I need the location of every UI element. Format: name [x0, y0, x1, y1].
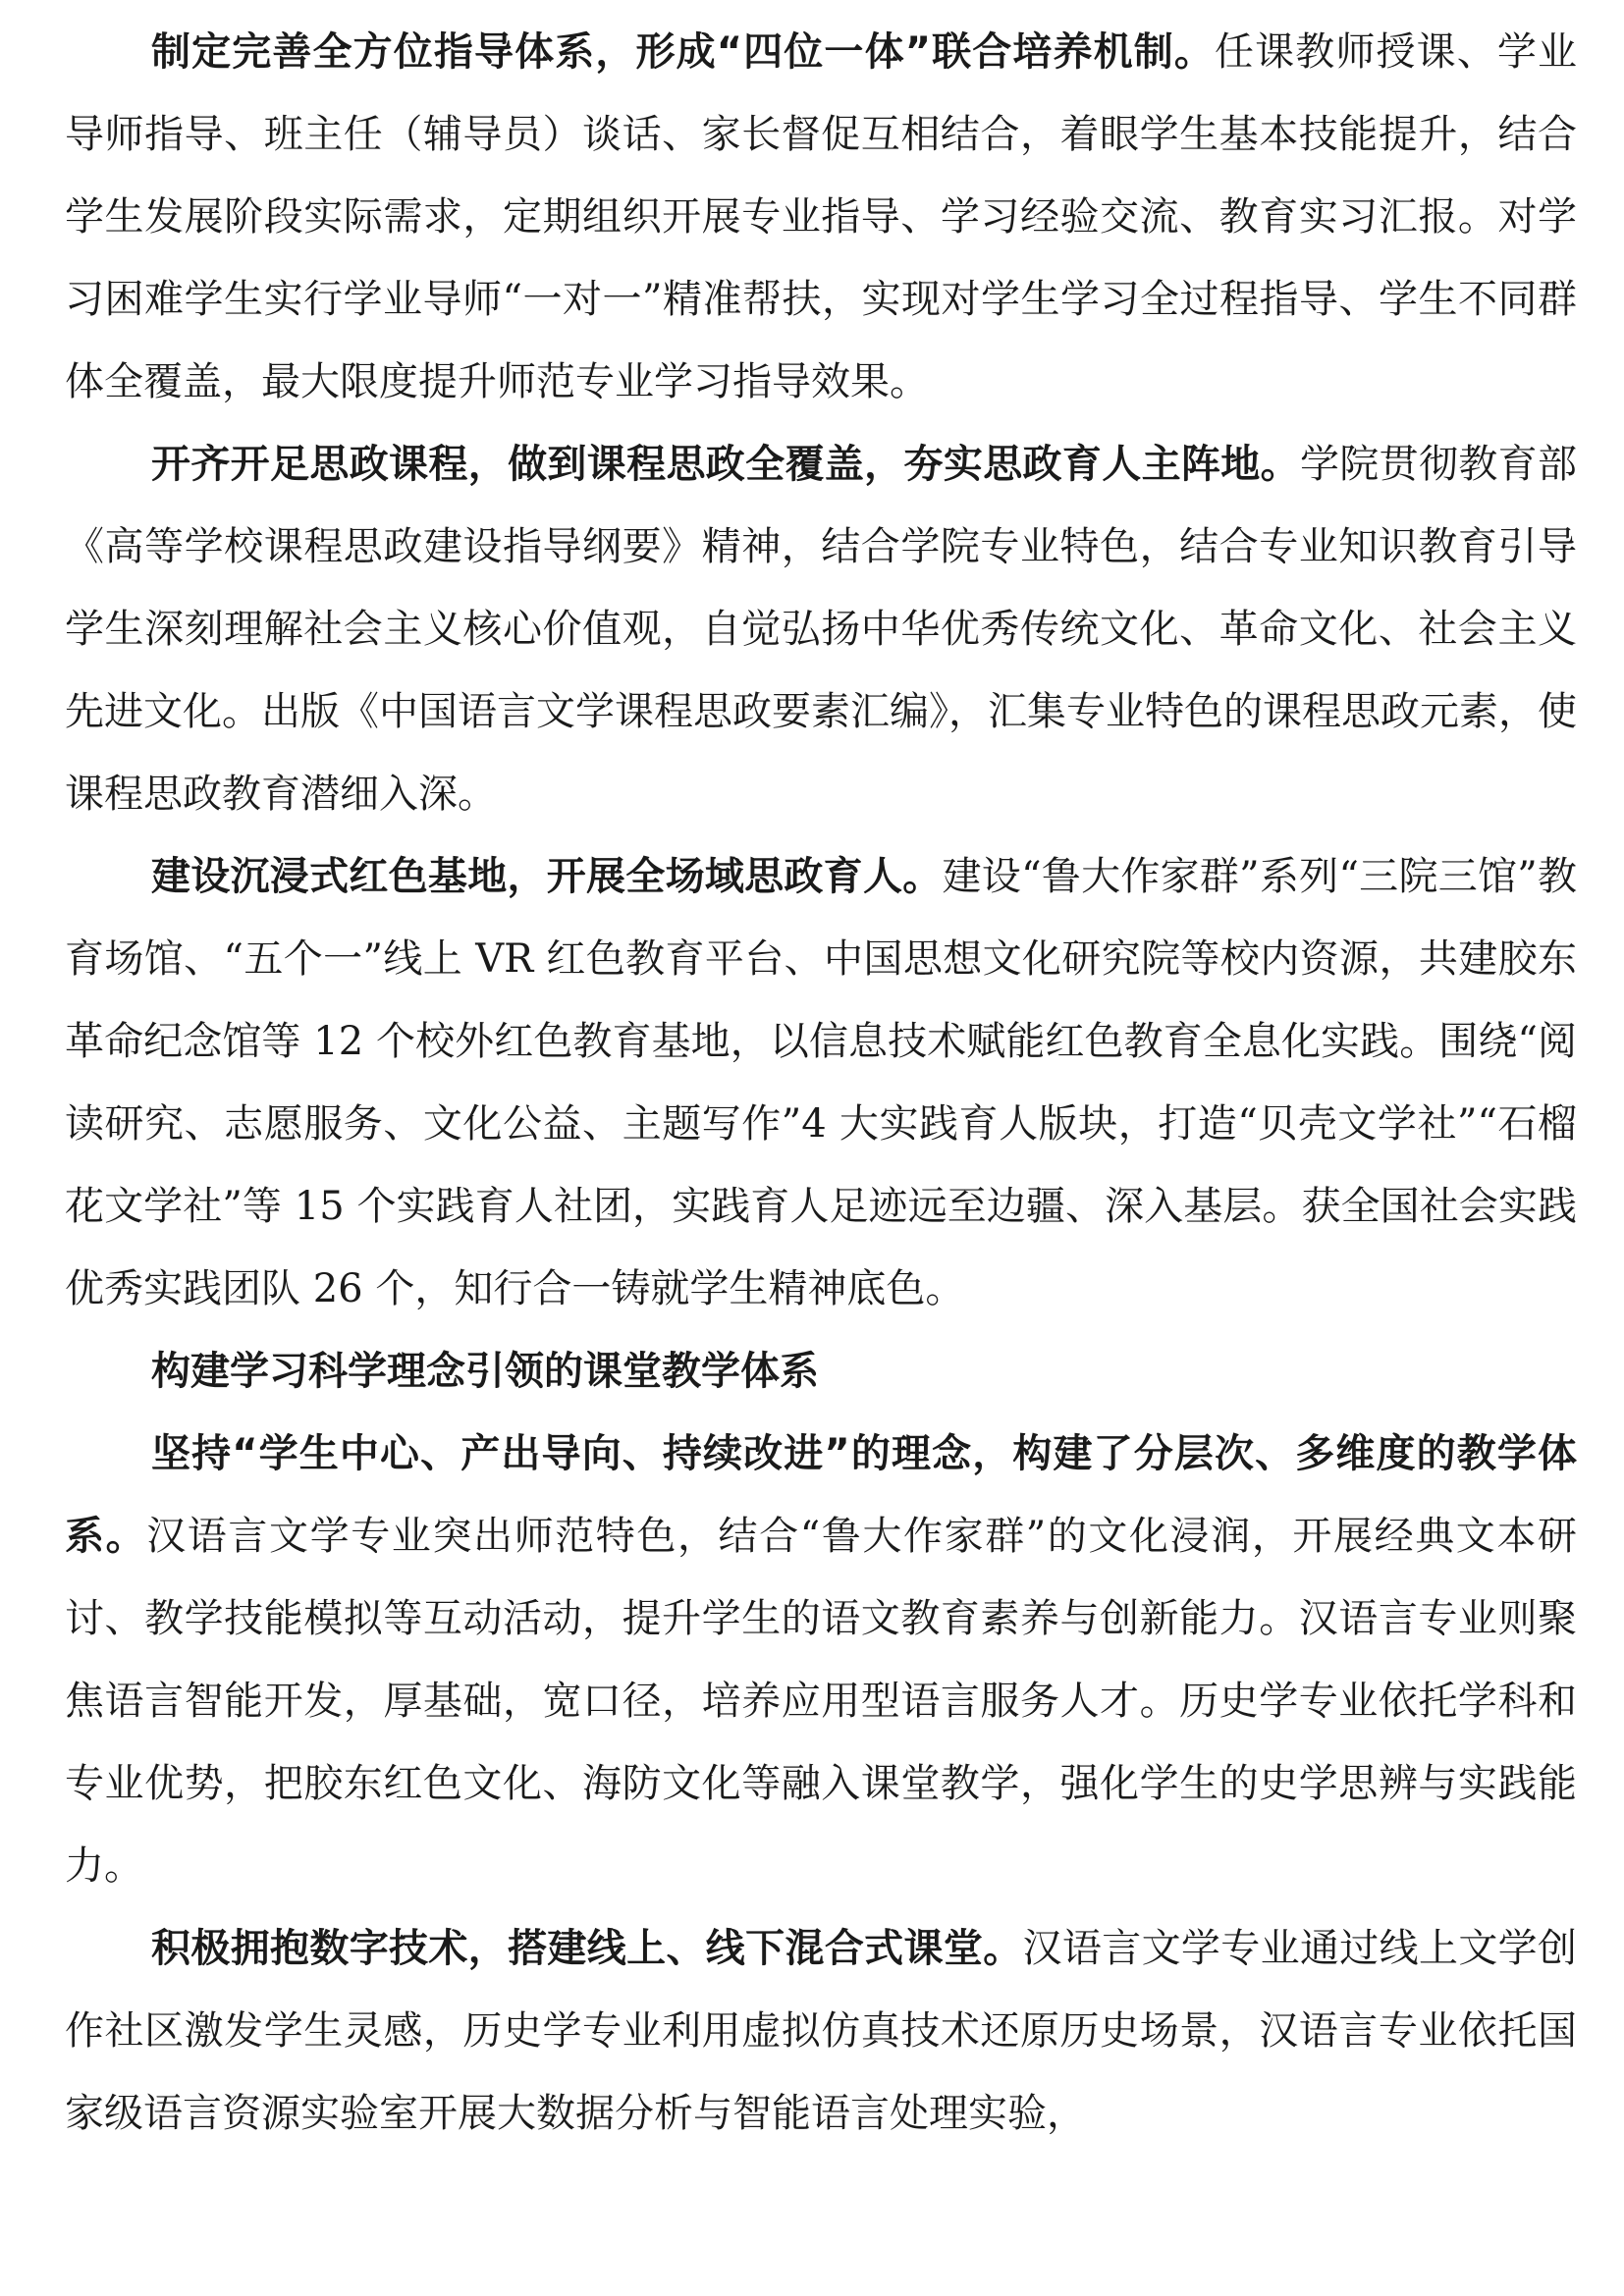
paragraph-body: 学院贯彻教育部《高等学校课程思政建设指导纲要》精神，结合学院专业特色，结合专业知识教育引导学生深刻理解社会主义核心价值观，自觉弘扬中华优秀传统文化、革命文化、社会主义先进文化。出版《中国语言文学课程思政要素汇编》，汇集专业特色的课程思政元素，使课程思政教育潜细入深。	[65, 442, 1577, 817]
section-heading: 构建学习科学理念引领的课堂教学体系	[151, 1349, 819, 1394]
paragraph-ideological-courses	[65, 423, 1577, 835]
paragraph-lead: 制定完善全方位指导体系，形成“四位一体”联合培养机制。	[151, 29, 1215, 75]
paragraph-body: 汉语言文学专业突出师范特色，结合“鲁大作家群”的文化浸润，开展经典文本研讨、教学技能模拟等互动活动，提升学生的语文教育素养与创新能力。汉语言专业则聚焦语言智能开发，厚基础，宽口径，培养应用型语言服务人才。历史学专业依托学科和专业优势，把胶东红色文化、海防文化等融入课堂教学，强化学生的史学思辨与实践能力。	[65, 1514, 1577, 1889]
paragraph-body: 建设“鲁大作家群”系列“三院三馆”教育场馆、“五个一”线上 VR 红色教育平台、中国思想文化研究院等校内资源，共建胶东革命纪念馆等 12 个校外红色教育基地，以信息技术赋能红色教育全息化实践。围绕“阅读研究、志愿服务、文化公益、主题写作”4 大实践育人版块，打造“贝壳文学社”“石榴花文学社”等 15 个实践育人社团，实践育人足迹远至边疆、深入基层。获全国社会实践优秀实践团队 26 个，知行合一铸就学生精神底色。	[65, 854, 1577, 1311]
paragraph-teaching-system	[65, 1413, 1577, 1907]
paragraph-lead: 积极拥抱数字技术，搭建线上、线下混合式课堂。	[151, 1926, 1023, 1971]
paragraph-blended-classroom	[65, 1907, 1577, 2155]
document-page	[65, 0, 1577, 2296]
paragraph-lead: 开齐开足思政课程，做到课程思政全覆盖，夯实思政育人主阵地。	[151, 442, 1300, 487]
paragraph-red-base	[65, 835, 1577, 1330]
paragraph-guidance-system	[65, 11, 1577, 423]
paragraph-body: 汉语言文学专业通过线上文学创作社区激发学生灵感，历史学专业利用虚拟仿真技术还原历史场景，汉语言专业依托国家级语言资源实验室开展大数据分析与智能语言处理实验，	[65, 1926, 1577, 2136]
paragraph-lead: 坚持“学生中心、产出导向、持续改进”的理念，构建了分层次、多维度的教学体系。	[65, 1431, 1577, 1559]
paragraph-lead: 建设沉浸式红色基地，开展全场域思政育人。	[151, 854, 943, 899]
paragraph-body: 任课教师授课、学业导师指导、班主任（辅导员）谈话、家长督促互相结合，着眼学生基本技能提升，结合学生发展阶段实际需求，定期组织开展专业指导、学习经验交流、教育实习汇报。对学习困难学生实行学业导师“一对一”精准帮扶，实现对学生学习全过程指导、学生不同群体全覆盖，最大限度提升师范专业学习指导效果。	[65, 29, 1577, 404]
